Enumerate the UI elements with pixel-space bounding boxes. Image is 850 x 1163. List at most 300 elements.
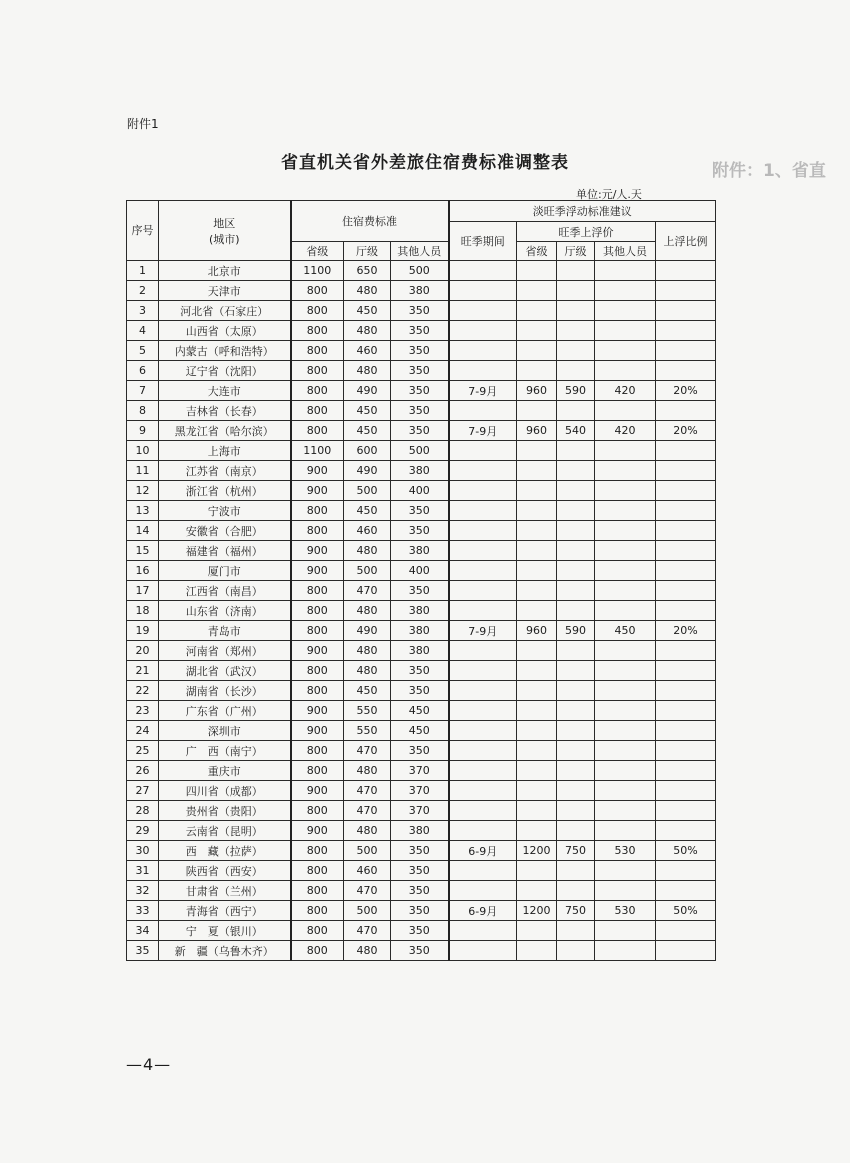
cell-seq: 24 [127, 721, 159, 741]
cell-peak-period [449, 701, 517, 721]
cell-others: 350 [391, 841, 449, 861]
cell-region: 大连市 [159, 381, 291, 401]
table-row [127, 541, 716, 561]
cell-provincial: 1100 [291, 261, 344, 281]
cell-seq: 30 [127, 841, 159, 861]
table-row [127, 721, 716, 741]
cell-peak-others [595, 321, 656, 341]
cell-provincial: 800 [291, 581, 344, 601]
cell-peak-others [595, 781, 656, 801]
cell-peak-departmental [557, 441, 595, 461]
cell-peak-departmental: 590 [557, 621, 595, 641]
cell-peak-departmental [557, 781, 595, 801]
cell-peak-period [449, 601, 517, 621]
cell-peak-period [449, 521, 517, 541]
table-row [127, 881, 716, 901]
cell-departmental: 490 [344, 461, 391, 481]
cell-peak-provincial [517, 661, 557, 681]
cell-peak-provincial: 960 [517, 381, 557, 401]
cell-others: 370 [391, 781, 449, 801]
cell-seq: 27 [127, 781, 159, 801]
cell-peak-period [449, 881, 517, 901]
cell-region: 贵州省（贵阳） [159, 801, 291, 821]
table-row [127, 481, 716, 501]
cell-seq: 22 [127, 681, 159, 701]
cell-peak-period [449, 641, 517, 661]
cell-peak-others [595, 261, 656, 281]
table-row [127, 261, 716, 281]
cell-seq: 28 [127, 801, 159, 821]
cell-peak-departmental [557, 681, 595, 701]
cell-provincial: 800 [291, 681, 344, 701]
cell-seq: 5 [127, 341, 159, 361]
cell-others: 350 [391, 901, 449, 921]
cell-others: 400 [391, 481, 449, 501]
cell-seq: 21 [127, 661, 159, 681]
cell-provincial: 800 [291, 861, 344, 881]
cell-peak-period [449, 861, 517, 881]
cell-seq: 13 [127, 501, 159, 521]
cell-peak-others [595, 601, 656, 621]
header-standard: 住宿费标准 [291, 201, 449, 242]
table-row [127, 381, 716, 401]
cell-provincial: 800 [291, 841, 344, 861]
cell-peak-period: 7-9月 [449, 421, 517, 441]
cell-peak-departmental [557, 581, 595, 601]
cell-departmental: 500 [344, 841, 391, 861]
cell-region: 湖南省（长沙） [159, 681, 291, 701]
cell-peak-departmental [557, 561, 595, 581]
cell-others: 500 [391, 261, 449, 281]
cell-seq: 19 [127, 621, 159, 641]
cell-peak-period [449, 821, 517, 841]
cell-departmental: 480 [344, 281, 391, 301]
cell-ratio [656, 661, 716, 681]
cell-peak-others [595, 581, 656, 601]
cell-departmental: 500 [344, 481, 391, 501]
table-row [127, 521, 716, 541]
table-row [127, 641, 716, 661]
table-row [127, 941, 716, 961]
cell-provincial: 900 [291, 641, 344, 661]
cell-provincial: 800 [291, 301, 344, 321]
cell-peak-provincial: 960 [517, 621, 557, 641]
cell-peak-departmental [557, 321, 595, 341]
cell-region: 河北省（石家庄） [159, 301, 291, 321]
cell-peak-period: 6-9月 [449, 841, 517, 861]
table-row [127, 681, 716, 701]
cell-ratio [656, 301, 716, 321]
cell-region: 黑龙江省（哈尔滨） [159, 421, 291, 441]
cell-peak-period [449, 781, 517, 801]
cell-peak-others [595, 941, 656, 961]
table-row [127, 441, 716, 461]
cell-departmental: 650 [344, 261, 391, 281]
cell-provincial: 900 [291, 821, 344, 841]
cell-peak-others: 530 [595, 901, 656, 921]
cell-region: 青海省（西宁） [159, 901, 291, 921]
cell-peak-period [449, 501, 517, 521]
cell-peak-period [449, 401, 517, 421]
cell-peak-provincial [517, 361, 557, 381]
cell-ratio [656, 361, 716, 381]
cell-seq: 2 [127, 281, 159, 301]
table-row [127, 581, 716, 601]
cell-region: 福建省（福州） [159, 541, 291, 561]
cell-peak-period [449, 801, 517, 821]
cell-seq: 1 [127, 261, 159, 281]
table-header [127, 201, 716, 261]
cell-others: 350 [391, 921, 449, 941]
cell-departmental: 470 [344, 581, 391, 601]
cell-provincial: 800 [291, 761, 344, 781]
cell-peak-others [595, 561, 656, 581]
cell-seq: 16 [127, 561, 159, 581]
cell-peak-provincial [517, 681, 557, 701]
cell-region: 四川省（成都） [159, 781, 291, 801]
cell-ratio [656, 941, 716, 961]
cell-seq: 33 [127, 901, 159, 921]
cell-region: 上海市 [159, 441, 291, 461]
attachment-label: 附件1 [127, 117, 159, 131]
header-peak-others: 其他人员 [595, 242, 656, 261]
table-row [127, 921, 716, 941]
table-row [127, 321, 716, 341]
cell-peak-others: 420 [595, 421, 656, 441]
cell-peak-provincial [517, 921, 557, 941]
table-row [127, 821, 716, 841]
header-peak-departmental: 厅级 [557, 242, 595, 261]
cell-peak-others [595, 881, 656, 901]
cell-peak-provincial [517, 281, 557, 301]
cell-peak-departmental: 590 [557, 381, 595, 401]
cell-provincial: 800 [291, 661, 344, 681]
table-row [127, 461, 716, 481]
cell-region: 安徽省（合肥） [159, 521, 291, 541]
cell-seq: 29 [127, 821, 159, 841]
cell-departmental: 470 [344, 741, 391, 761]
cell-departmental: 500 [344, 901, 391, 921]
cell-others: 350 [391, 681, 449, 701]
cell-peak-provincial [517, 501, 557, 521]
cell-peak-period [449, 761, 517, 781]
header-region: 地区 (城市) [159, 201, 291, 261]
cell-others: 350 [391, 361, 449, 381]
cell-peak-departmental [557, 721, 595, 741]
cell-peak-period [449, 361, 517, 381]
cell-peak-provincial [517, 641, 557, 661]
cell-others: 350 [391, 881, 449, 901]
cell-ratio: 50% [656, 901, 716, 921]
cell-peak-provincial [517, 881, 557, 901]
cell-others: 350 [391, 401, 449, 421]
table-row [127, 741, 716, 761]
cell-peak-others [595, 721, 656, 741]
cell-departmental: 460 [344, 341, 391, 361]
cell-region: 内蒙古（呼和浩特） [159, 341, 291, 361]
cell-others: 350 [391, 661, 449, 681]
cell-peak-period [449, 261, 517, 281]
cell-region: 天津市 [159, 281, 291, 301]
cell-departmental: 450 [344, 681, 391, 701]
cell-provincial: 800 [291, 881, 344, 901]
cell-ratio [656, 701, 716, 721]
cell-region: 辽宁省（沈阳） [159, 361, 291, 381]
cell-departmental: 460 [344, 861, 391, 881]
cell-region: 重庆市 [159, 761, 291, 781]
cell-peak-departmental [557, 541, 595, 561]
unit-label: 单位:元/人.天 [576, 188, 642, 201]
cell-ratio [656, 281, 716, 301]
cell-region: 青岛市 [159, 621, 291, 641]
cell-departmental: 480 [344, 321, 391, 341]
cell-peak-provincial [517, 781, 557, 801]
cell-seq: 26 [127, 761, 159, 781]
cell-peak-provincial [517, 741, 557, 761]
cell-departmental: 480 [344, 661, 391, 681]
cell-peak-others [595, 501, 656, 521]
table-row [127, 901, 716, 921]
header-seq: 序号 [127, 201, 159, 261]
cell-peak-departmental [557, 601, 595, 621]
cell-ratio: 20% [656, 381, 716, 401]
cell-peak-departmental [557, 481, 595, 501]
bleed-through-text: 附件：1、省直 [712, 161, 826, 181]
cell-ratio [656, 481, 716, 501]
cell-peak-departmental [557, 401, 595, 421]
cell-region: 吉林省（长春） [159, 401, 291, 421]
cell-provincial: 800 [291, 601, 344, 621]
cell-seq: 7 [127, 381, 159, 401]
cell-peak-others [595, 681, 656, 701]
cell-seq: 8 [127, 401, 159, 421]
cell-peak-departmental [557, 461, 595, 481]
table-body [127, 261, 716, 961]
cell-peak-departmental [557, 501, 595, 521]
cell-departmental: 500 [344, 561, 391, 581]
cell-ratio [656, 761, 716, 781]
cell-peak-provincial [517, 761, 557, 781]
table-row [127, 761, 716, 781]
cell-region: 厦门市 [159, 561, 291, 581]
cell-peak-provincial [517, 441, 557, 461]
header-peak-price: 旺季上浮价 [517, 222, 656, 242]
cell-provincial: 900 [291, 461, 344, 481]
cell-others: 380 [391, 821, 449, 841]
cell-peak-provincial [517, 461, 557, 481]
cell-departmental: 450 [344, 401, 391, 421]
cell-region: 深圳市 [159, 721, 291, 741]
cell-peak-others [595, 761, 656, 781]
header-provincial: 省级 [291, 242, 344, 261]
cell-region: 宁波市 [159, 501, 291, 521]
cell-provincial: 900 [291, 721, 344, 741]
cell-ratio [656, 261, 716, 281]
cell-region: 广东省（广州） [159, 701, 291, 721]
cell-ratio [656, 781, 716, 801]
cell-peak-period [449, 941, 517, 961]
header-seasonal: 淡旺季浮动标准建议 [449, 201, 716, 222]
cell-peak-provincial [517, 301, 557, 321]
cell-departmental: 470 [344, 881, 391, 901]
table-row [127, 561, 716, 581]
cell-peak-period [449, 321, 517, 341]
cell-provincial: 800 [291, 381, 344, 401]
cell-ratio: 50% [656, 841, 716, 861]
cell-peak-provincial: 1200 [517, 901, 557, 921]
cell-others: 500 [391, 441, 449, 461]
cell-provincial: 800 [291, 941, 344, 961]
cell-seq: 4 [127, 321, 159, 341]
header-peak-provincial: 省级 [517, 242, 557, 261]
cell-departmental: 450 [344, 501, 391, 521]
cell-others: 350 [391, 381, 449, 401]
cell-peak-period [449, 481, 517, 501]
cell-peak-provincial [517, 261, 557, 281]
cell-peak-others [595, 821, 656, 841]
cell-ratio [656, 821, 716, 841]
cell-seq: 32 [127, 881, 159, 901]
cell-peak-provincial [517, 821, 557, 841]
cell-peak-others [595, 461, 656, 481]
cell-departmental: 480 [344, 541, 391, 561]
cell-provincial: 900 [291, 481, 344, 501]
table-row [127, 781, 716, 801]
cell-departmental: 470 [344, 921, 391, 941]
cell-provincial: 800 [291, 361, 344, 381]
cell-ratio [656, 921, 716, 941]
cell-others: 370 [391, 801, 449, 821]
cell-peak-departmental [557, 281, 595, 301]
cell-provincial: 800 [291, 421, 344, 441]
cell-departmental: 480 [344, 821, 391, 841]
cell-peak-others [595, 741, 656, 761]
lodging-standards-table [126, 200, 716, 961]
cell-others: 350 [391, 341, 449, 361]
cell-region: 江苏省（南京） [159, 461, 291, 481]
cell-region: 西 藏（拉萨） [159, 841, 291, 861]
table-row [127, 801, 716, 821]
cell-region: 甘肃省（兰州） [159, 881, 291, 901]
table-row [127, 501, 716, 521]
cell-departmental: 450 [344, 421, 391, 441]
cell-peak-period: 6-9月 [449, 901, 517, 921]
cell-peak-period [449, 741, 517, 761]
cell-ratio [656, 581, 716, 601]
cell-provincial: 1100 [291, 441, 344, 461]
cell-seq: 20 [127, 641, 159, 661]
cell-peak-period [449, 721, 517, 741]
cell-seq: 23 [127, 701, 159, 721]
cell-ratio [656, 461, 716, 481]
cell-departmental: 460 [344, 521, 391, 541]
cell-departmental: 480 [344, 361, 391, 381]
cell-provincial: 900 [291, 561, 344, 581]
cell-peak-provincial: 1200 [517, 841, 557, 861]
cell-peak-others [595, 701, 656, 721]
cell-peak-others [595, 361, 656, 381]
cell-region: 宁 夏（银川） [159, 921, 291, 941]
cell-seq: 11 [127, 461, 159, 481]
cell-departmental: 470 [344, 801, 391, 821]
cell-peak-departmental [557, 521, 595, 541]
cell-provincial: 800 [291, 401, 344, 421]
cell-peak-departmental [557, 261, 595, 281]
table-row [127, 661, 716, 681]
cell-seq: 15 [127, 541, 159, 561]
cell-departmental: 600 [344, 441, 391, 461]
cell-peak-provincial [517, 701, 557, 721]
cell-peak-period [449, 921, 517, 941]
cell-peak-provincial [517, 801, 557, 821]
cell-peak-others [595, 801, 656, 821]
header-departmental: 厅级 [344, 242, 391, 261]
cell-peak-others [595, 301, 656, 321]
cell-peak-period [449, 341, 517, 361]
cell-peak-departmental [557, 761, 595, 781]
cell-ratio: 20% [656, 421, 716, 441]
cell-peak-others [595, 441, 656, 461]
cell-peak-departmental [557, 821, 595, 841]
cell-peak-provincial [517, 581, 557, 601]
cell-departmental: 480 [344, 761, 391, 781]
cell-peak-provincial [517, 601, 557, 621]
cell-peak-provincial: 960 [517, 421, 557, 441]
cell-peak-provincial [517, 321, 557, 341]
cell-peak-provincial [517, 401, 557, 421]
cell-provincial: 900 [291, 701, 344, 721]
cell-departmental: 490 [344, 621, 391, 641]
table-row [127, 621, 716, 641]
header-ratio: 上浮比例 [656, 222, 716, 261]
cell-departmental: 550 [344, 701, 391, 721]
cell-seq: 34 [127, 921, 159, 941]
cell-peak-period [449, 461, 517, 481]
cell-others: 380 [391, 461, 449, 481]
cell-ratio [656, 741, 716, 761]
table-row [127, 361, 716, 381]
cell-peak-others [595, 481, 656, 501]
cell-peak-others: 530 [595, 841, 656, 861]
cell-peak-departmental [557, 881, 595, 901]
cell-seq: 31 [127, 861, 159, 881]
cell-others: 350 [391, 581, 449, 601]
cell-provincial: 800 [291, 741, 344, 761]
cell-peak-period [449, 541, 517, 561]
cell-others: 380 [391, 621, 449, 641]
cell-peak-period [449, 661, 517, 681]
cell-region: 河南省（郑州） [159, 641, 291, 661]
cell-departmental: 490 [344, 381, 391, 401]
cell-ratio [656, 721, 716, 741]
header-peak-period: 旺季期间 [449, 222, 517, 261]
cell-ratio [656, 521, 716, 541]
cell-others: 350 [391, 941, 449, 961]
cell-peak-provincial [517, 521, 557, 541]
cell-seq: 14 [127, 521, 159, 541]
cell-peak-provincial [517, 561, 557, 581]
cell-peak-others [595, 521, 656, 541]
cell-peak-provincial [517, 481, 557, 501]
cell-ratio [656, 681, 716, 701]
cell-peak-provincial [517, 721, 557, 741]
cell-others: 350 [391, 861, 449, 881]
cell-others: 350 [391, 501, 449, 521]
cell-others: 380 [391, 281, 449, 301]
cell-seq: 35 [127, 941, 159, 961]
cell-peak-departmental [557, 341, 595, 361]
cell-seq: 9 [127, 421, 159, 441]
